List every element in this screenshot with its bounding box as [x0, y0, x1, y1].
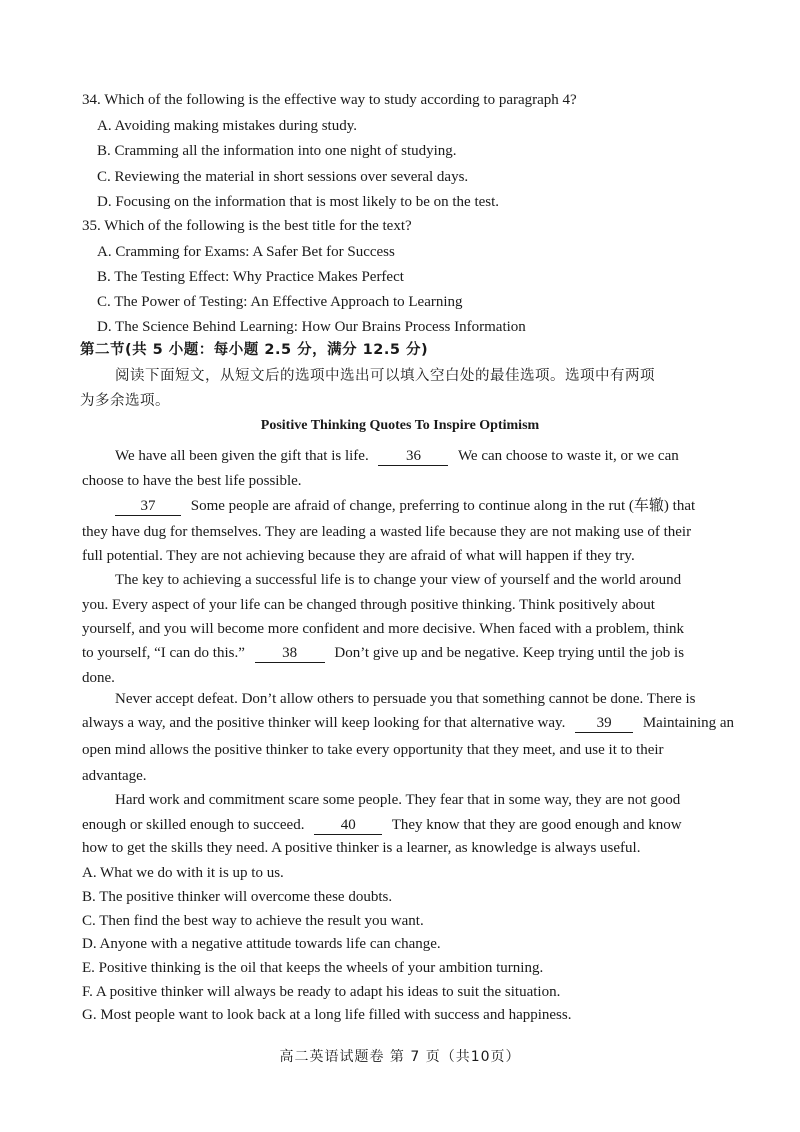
- passage-line: [82, 815, 682, 835]
- passage-line: [82, 643, 684, 663]
- passage-text: Some people are afraid of change, preferring to continue along in the rut (车辙) that: [190, 498, 696, 514]
- passage-line: yourself, and you will become more confident and more decisive. When faced with a problem, think: [82, 621, 685, 637]
- passage-text: enough or skilled enough to succeed.: [82, 817, 305, 833]
- passage-line: you. Every aspect of your life can be changed through positive thinking. Think positively about: [82, 597, 655, 613]
- passage-line: Never accept defeat. Don’t allow others to persuade you that something cannot be done. There is: [115, 691, 696, 707]
- passage-text: to yourself, “I can do this.”: [82, 645, 245, 661]
- question-34-option-c: C. Reviewing the material in short sessions over several days.: [97, 169, 469, 185]
- question-34-option-d: D. Focusing on the information that is most likely to be on the test.: [97, 194, 500, 210]
- passage-line: advantage.: [82, 768, 147, 784]
- passage-line: [82, 713, 734, 733]
- choice-d: D. Anyone with a negative attitude towards life can change.: [82, 936, 441, 952]
- blank-37: 37: [115, 498, 181, 516]
- passage-text: We can choose to waste it, or we can: [457, 448, 679, 464]
- passage-text: They know that they are good enough and know: [391, 817, 682, 833]
- passage-text: Don’t give up and be negative. Keep trying until the job is: [334, 645, 685, 661]
- blank-36: 36: [378, 448, 448, 466]
- blank-38: 38: [255, 645, 325, 663]
- question-35-stem: 35. Which of the following is the best title for the text?: [82, 218, 412, 234]
- passage-line: open mind allows the positive thinker to take every opportunity that they meet, and use it to their: [82, 742, 664, 758]
- section-heading: 第二节(共 5 小题：每小题 2.5 分，满分 12.5 分): [80, 342, 429, 358]
- passage-line: choose to have the best life possible.: [82, 473, 302, 489]
- section-instruction-line-2: 为多余选项。: [80, 393, 170, 409]
- passage-text: always a way, and the positive thinker will keep looking for that alternative way.: [82, 715, 566, 731]
- passage-line: The key to achieving a successful life is to change your view of yourself and the world around: [115, 572, 682, 588]
- question-35-option-a: A. Cramming for Exams: A Safer Bet for Success: [97, 244, 395, 260]
- blank-39: 39: [575, 715, 633, 733]
- choice-g: G. Most people want to look back at a long life filled with success and happiness.: [82, 1007, 572, 1023]
- passage-line: how to get the skills they need. A positive thinker is a learner, as knowledge is always useful.: [82, 840, 641, 856]
- passage-line: Hard work and commitment scare some people. They fear that in some way, they are not good: [115, 792, 681, 808]
- passage-line: [115, 446, 679, 466]
- question-34-option-a: A. Avoiding making mistakes during study.: [97, 118, 357, 134]
- choice-e: E. Positive thinking is the oil that keeps the wheels of your ambition turning.: [82, 960, 544, 976]
- blank-40: 40: [314, 817, 382, 835]
- question-34-option-b: B. Cramming all the information into one night of studying.: [97, 143, 457, 159]
- question-34-stem: 34. Which of the following is the effective way to study according to paragraph 4?: [82, 92, 577, 108]
- question-35-option-d: D. The Science Behind Learning: How Our Brains Process Information: [97, 319, 526, 335]
- choice-f: F. A positive thinker will always be ready to adapt his ideas to suit the situation.: [82, 984, 561, 1000]
- choice-b: B. The positive thinker will overcome these doubts.: [82, 889, 393, 905]
- passage-text: We have all been given the gift that is life.: [115, 448, 369, 464]
- passage-line: full potential. They are not achieving because they are afraid of what will happen if they try.: [82, 548, 635, 564]
- passage-text: Maintaining an: [642, 715, 735, 731]
- section-instruction-line-1: 阅读下面短文，从短文后的选项中选出可以填入空白处的最佳选项。选项中有两项: [115, 368, 655, 384]
- choice-c: C. Then find the best way to achieve the result you want.: [82, 913, 424, 929]
- passage-line: done.: [82, 670, 115, 686]
- passage-title: Positive Thinking Quotes To Inspire Optimism: [260, 418, 540, 433]
- passage-line: they have dug for themselves. They are leading a wasted life because they are not making use of their: [82, 524, 692, 540]
- page-footer: 高二英语试题卷 第 7 页（共10页）: [279, 1049, 521, 1065]
- passage-line: [115, 496, 695, 516]
- choice-a: A. What we do with it is up to us.: [82, 865, 284, 881]
- question-35-option-b: B. The Testing Effect: Why Practice Makes Perfect: [97, 269, 404, 285]
- question-35-option-c: C. The Power of Testing: An Effective Approach to Learning: [97, 294, 463, 310]
